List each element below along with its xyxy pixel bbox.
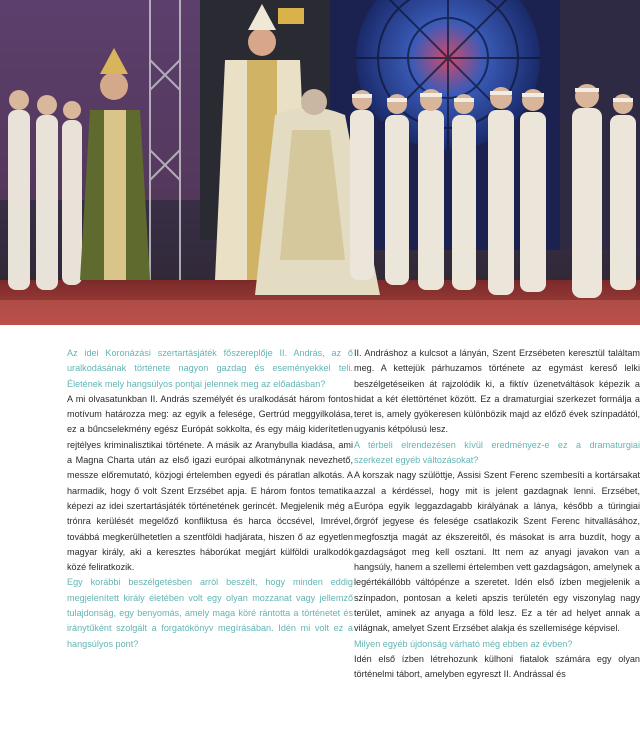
interview-answer: A korszak nagy szülöttje, Assisi Szent Ferenc szembesíti a kortársakat azzal a kérdéssel, hogy mit is jelent gazdagnak lenni. Erzsébet, Európa egyik leggazdagabb királyának a lánya, később a türingiai őrgróf jegyese és felesége csatlakozik Szent Ferenc hitvallásához, megfosztja magát az ékszereitől, és másokat is arra buzdít, hogy a gazdagságot meg kell osztani. Itt nem az anyagi javakon van a hangsúly, hanem a szellemi értelemben vett gazdagságon, amelynek a legértékállóbb váltópénze a szeretet. Idén első ízben megjelenik a színpadon, pontosan a keleti apszis területén egy viszonylag nagy terület, aminek az anyaga a föld lesz. Ez a tér ad helyet annak a világnak, amelyet Szent Erzsébet alakja és szellemisége képvisel. [354, 470, 640, 634]
interview-question: Egy korábbi beszélgetésben arról beszélt, hogy minden eddig megjelenített király életében volt egy olyan mozzanat vagy jellemző tulajdonság, egy benyomás, amely maga köré rántotta a történetet és iránytűként szolgált a forgatókönyv megírásában. Idén mi volt ez a hangsúlyos pont? [67, 577, 353, 649]
interview-answer: II. Andráshoz a kulcsot a lányán, Szent Erzsébeten keresztül találtam meg. A kettejük párhuzamos története az egymást kereső lelki beszélgetéseiken át rajzolódik ki, a fiktív üzenetváltások képezik a hidat a két élettörténet között. Ez a dramaturgiai szerkezet formálja a teret is, amely gyökeresen különbözik majd az előző évek színpadától, ugyanis kétpólusú lesz. [354, 348, 640, 435]
article-column-right [354, 346, 640, 683]
interview-answer: Idén első ízben létrehozunk külhoni fiatalok számára egy olyan történelmi tábort, amelyben egyreszt II. Andrással és [354, 653, 640, 680]
interview-question: A térbeli elrendezésen kívül eredményez-e ez a dramaturgiai szerkezet egyéb változásokat? [354, 439, 640, 466]
article-column-left [67, 346, 353, 652]
stage-photo [0, 0, 640, 325]
interview-question: Az idei Koronázási szertartásjáték főszereplője II. András, az ő uralkodásának története nagyon gazdag és eseményekkel teli. Életének mely hangsúlyos pontjai jelennek meg az előadásban? [67, 348, 353, 389]
interview-question: Milyen egyéb újdonság várható még ebben az évben? [354, 638, 573, 649]
interview-answer: A mi olvasatunkban II. András személyét és uralkodását három fontos motívum határozza meg: az egyik a felesége, Gertrúd meggyilkolása, ez a bűncselekmény egész Európát sokkolta, és egy máig kiderítetlen rejtélyes kriminalisztikai története. A másik az Aranybulla kiadása, ami a Magna Charta után az első igazi európai alkotmánynak nevezhető, messze előremutató, közjogi értelemben egyedi és páratlan alkotás. A harmadik, hogy ő volt Szent Erzsébet apja. E három fontos tematika képezi az idei szertartásjáték történetének gerincét. Megjelenik még a trónra kerülését megelőző konfliktusa és harca öccsével, Imrével, továbbá megkerülhetetlen a szentföldi hadjárata, hiszen ő az egyetlen magyar király, aki a keresztes háborúkat megjárt külföldi uralkodók közé feliratkozik. [67, 393, 353, 573]
